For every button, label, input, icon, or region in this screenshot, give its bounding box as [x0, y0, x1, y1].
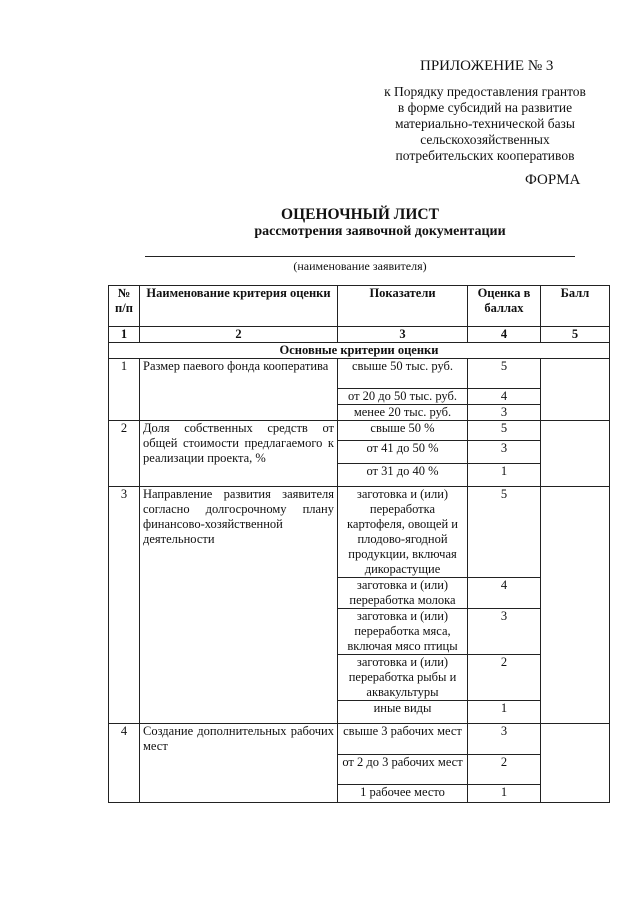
column-number: 5 [541, 327, 610, 343]
annex-line: в форме субсидий на развитие [397, 100, 573, 115]
criterion-name: Направление развития заявителя согласно долгосрочному плану финансово-хозяйственной деятельности [140, 487, 338, 724]
ball-cell[interactable] [541, 724, 610, 803]
ball-cell[interactable] [541, 487, 610, 724]
criterion-number: 3 [109, 487, 140, 724]
score-cell: 5 [468, 421, 541, 441]
applicant-caption: (наименование заявителя) [293, 259, 427, 273]
header-cell: Показатели [338, 286, 468, 327]
score-cell: 5 [468, 487, 541, 578]
form-label: ФОРМА [525, 172, 581, 188]
indicator-cell: свыше 50 % [338, 421, 468, 441]
annex-line: потребительских кооперативов [395, 148, 575, 163]
column-number: 2 [140, 327, 338, 343]
criterion-name: Размер паевого фонда кооператива [140, 359, 338, 421]
criterion-row [109, 724, 610, 755]
indicator-cell: свыше 3 рабочих мест [338, 724, 468, 755]
indicator-cell: от 41 до 50 % [338, 441, 468, 464]
score-cell: 3 [468, 609, 541, 655]
table-header-row [109, 286, 610, 327]
score-cell: 3 [468, 724, 541, 755]
score-cell: 4 [468, 389, 541, 405]
score-cell: 3 [468, 441, 541, 464]
criterion-number: 2 [109, 421, 140, 487]
indicator-cell: иные виды [338, 701, 468, 724]
section-row [109, 343, 610, 359]
annex-description [330, 84, 640, 164]
score-cell: 3 [468, 405, 541, 421]
document-subtitle: рассмотрения заявочной документации [254, 224, 506, 239]
score-cell: 1 [468, 785, 541, 803]
evaluation-table [108, 285, 610, 803]
indicator-cell: от 31 до 40 % [338, 464, 468, 487]
column-number-row [109, 327, 610, 343]
indicator-cell: свыше 50 тыс. руб. [338, 359, 468, 389]
annex-line: сельскохозяйственных [420, 132, 550, 147]
criterion-row [109, 359, 610, 389]
score-cell: 1 [468, 701, 541, 724]
score-cell: 2 [468, 655, 541, 701]
ball-cell[interactable] [541, 359, 610, 421]
ball-cell[interactable] [541, 421, 610, 487]
header-cell: Наименование критерия оценки [140, 286, 338, 327]
indicator-cell: заготовка и (или) переработка картофеля, овощей и плодово-ягодной продукции, включая дикорастущие [338, 487, 468, 578]
score-cell: 5 [468, 359, 541, 389]
column-number: 3 [338, 327, 468, 343]
indicator-cell: менее 20 тыс. руб. [338, 405, 468, 421]
section-title: Основные критерии оценки [109, 343, 610, 359]
score-cell: 4 [468, 578, 541, 609]
header-cell: Балл [541, 286, 610, 327]
header-cell: № п/п [109, 286, 140, 327]
header-cell: Оценка в баллах [468, 286, 541, 327]
annex-line: к Порядку предоставления грантов [384, 84, 586, 99]
criterion-row [109, 421, 610, 441]
applicant-name-line [145, 256, 575, 257]
criterion-number: 1 [109, 359, 140, 421]
indicator-cell: заготовка и (или) переработка молока [338, 578, 468, 609]
column-number: 4 [468, 327, 541, 343]
document-title: ОЦЕНОЧНЫЙ ЛИСТ [281, 206, 439, 223]
criterion-number: 4 [109, 724, 140, 803]
indicator-cell: от 2 до 3 рабочих мест [338, 755, 468, 785]
criterion-name: Создание дополнительных рабочих мест [140, 724, 338, 803]
score-cell: 2 [468, 755, 541, 785]
indicator-cell: 1 рабочее место [338, 785, 468, 803]
indicator-cell: от 20 до 50 тыс. руб. [338, 389, 468, 405]
criterion-name: Доля собственных средств от общей стоимости предлагаемого к реализации проекта, % [140, 421, 338, 487]
annex-line: материально-технической базы [395, 116, 575, 131]
indicator-cell: заготовка и (или) переработка мяса, включая мясо птицы [338, 609, 468, 655]
annex-title: ПРИЛОЖЕНИЕ № 3 [420, 58, 554, 74]
criterion-row [109, 487, 610, 578]
indicator-cell: заготовка и (или) переработка рыбы и аквакультуры [338, 655, 468, 701]
column-number: 1 [109, 327, 140, 343]
score-cell: 1 [468, 464, 541, 487]
